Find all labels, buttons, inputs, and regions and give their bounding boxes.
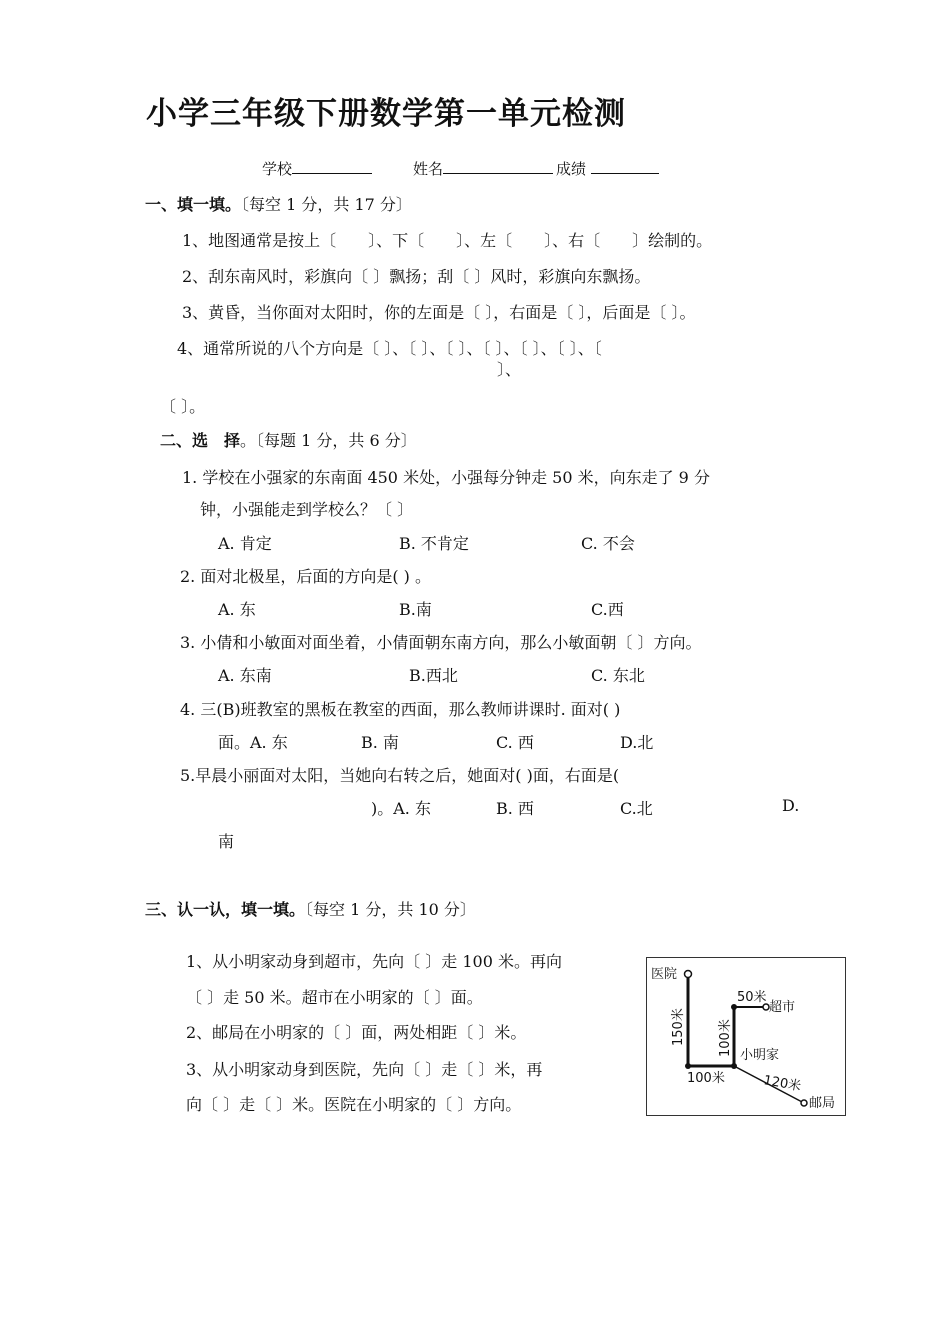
s2-question-4: 4. 三(B)班教室的黑板在教室的西面，那么教师讲课时. 面对( )	[180, 700, 621, 719]
s2-question-1-cont: 钟，小强能走到学校么？〔 〕	[200, 500, 414, 519]
s1-question-1: 1、地图通常是按上〔 〕、下〔 〕、左〔 〕、右〔 〕绘制的。	[182, 231, 713, 250]
s2-question-5: 5.早晨小丽面对太阳，当她向右转之后，她面对( )面，右面是(	[180, 766, 620, 785]
section3-heading: 三、认一认，填一填。	[145, 900, 306, 919]
distance-150-label: 150米	[671, 1008, 686, 1046]
s2-q4-option-d: D.北	[620, 733, 654, 752]
s2-q3-option-a: A. 东南	[218, 666, 272, 685]
s2-q2-option-a: A. 东	[218, 600, 256, 619]
page-title: 小学三年级下册数学第一单元检测	[146, 96, 626, 132]
direction-map	[646, 957, 846, 1116]
name-label: 姓名	[413, 160, 444, 178]
post-office-label: 邮局	[809, 1096, 836, 1111]
s2-q2-option-b: B.南	[399, 600, 432, 619]
section1-note: 〔每空 1 分，共 17 分〕	[241, 195, 412, 214]
s2-question-4-cont: 面。A. 东	[218, 733, 288, 752]
s2-q3-option-b: B.西北	[409, 666, 458, 685]
s3-question-1: 1、从小明家动身到超市，先向〔 〕走 100 米。再向	[186, 952, 562, 971]
score-blank[interactable]	[591, 159, 659, 174]
s1-question-4-end: 〔 〕。	[160, 397, 206, 416]
s2-question-2: 2. 面对北极星，后面的方向是( ) 。	[180, 567, 432, 586]
home-label: 小明家	[740, 1048, 780, 1063]
s2-q5-option-b: B. 西	[496, 799, 534, 818]
direction-map-svg	[647, 958, 845, 1115]
s2-q5-option-c: C.北	[620, 799, 653, 818]
s3-question-3: 3、从小明家动身到医院，先向〔 〕走〔 〕米，再	[186, 1060, 543, 1079]
section2-note: 。〔每题 1 分，共 6 分〕	[240, 431, 417, 450]
hospital-label: 医院	[651, 967, 678, 982]
home-point	[731, 1063, 737, 1069]
s1-question-2: 2、刮东南风时，彩旗向〔 〕飘扬；刮〔 〕风时，彩旗向东飘扬。	[182, 267, 651, 286]
s2-q5-option-d-cont: 南	[218, 832, 235, 851]
score-label: 成绩	[556, 160, 587, 178]
corner-point	[685, 1063, 691, 1069]
s2-q1-option-b: B. 不肯定	[399, 534, 469, 553]
hospital-point	[685, 971, 692, 978]
section1-heading-line	[145, 192, 412, 215]
supermarket-label: 超市	[769, 1000, 796, 1015]
name-blank[interactable]	[443, 159, 553, 174]
distance-100-v-label: 100米	[718, 1019, 733, 1057]
distance-50-label: 50米	[737, 990, 767, 1005]
section1-heading: 一、填一填。	[145, 195, 242, 214]
s3-question-2: 2、邮局在小明家的〔 〕面，两处相距〔 〕米。	[186, 1023, 527, 1042]
section2-heading: 二、选 择	[160, 431, 241, 450]
s2-q2-option-c: C.西	[591, 600, 624, 619]
section3-heading-line	[145, 897, 476, 920]
school-label: 学校	[262, 160, 293, 178]
score-field	[556, 158, 659, 179]
s2-q1-option-a: A. 肯定	[218, 534, 272, 553]
s2-q5-option-d: D.	[782, 796, 800, 815]
s2-question-3: 3. 小倩和小敏面对面坐着，小倩面朝东南方向，那么小敏面朝〔 〕方向。	[180, 633, 702, 652]
s2-q3-option-c: C. 东北	[591, 666, 645, 685]
s1-question-3: 3、黄昏，当你面对太阳时，你的左面是〔 〕，右面是〔 〕，后面是〔 〕。	[182, 303, 696, 322]
s3-question-3-cont: 向〔 〕走〔 〕米。医院在小明家的〔 〕方向。	[186, 1095, 522, 1114]
s2-question-1: 1. 学校在小强家的东南面 450 米处，小强每分钟走 50 米，向东走了 9 分	[182, 468, 710, 487]
s3-question-1-cont: 〔 〕走 50 米。超市在小明家的〔 〕面。	[186, 988, 483, 1007]
s1-question-4: 4、通常所说的八个方向是〔 〕、〔 〕、〔 〕、〔 〕、〔 〕、〔 〕、〔	[177, 339, 602, 358]
post-office-point	[801, 1100, 807, 1106]
s2-q1-option-c: C. 不会	[581, 534, 635, 553]
distance-120-label: 120米	[762, 1073, 803, 1095]
s2-question-5-cont: )。A. 东	[371, 799, 431, 818]
name-field	[413, 158, 553, 179]
s2-q4-option-c: C. 西	[496, 733, 534, 752]
distance-100-h-label: 100米	[687, 1071, 725, 1086]
s2-q4-option-b: B. 南	[361, 733, 399, 752]
school-field	[262, 158, 372, 179]
section2-heading-line	[160, 428, 417, 451]
school-blank[interactable]	[292, 159, 372, 174]
section3-note: 〔每空 1 分，共 10 分〕	[305, 900, 476, 919]
s1-question-4-cont: 〕、	[497, 360, 522, 379]
